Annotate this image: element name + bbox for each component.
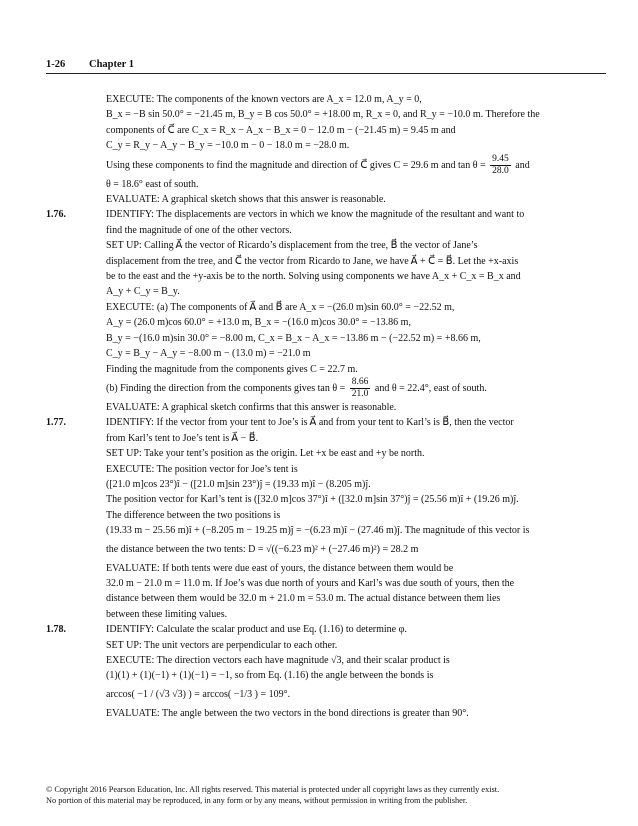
text-line: from Karl’s tent to Joe’s tent is A⃗ − B⃗.: [106, 432, 259, 444]
text-line: distance between them would be 32.0 m + 21.0 m = 53.0 m. The actual distance between them lies: [106, 593, 501, 605]
text-line: the distance between the two tents: D = √((−6.23 m)² + (−27.46 m)²) = 28.2 m: [106, 543, 419, 555]
chapter-title: Chapter 1: [89, 59, 135, 70]
text-line: EVALUATE: If both tents were due east of yours, the distance between them would be: [106, 562, 454, 574]
text-line: EVALUATE: A graphical sketch confirms that this answer is reasonable.: [106, 401, 397, 413]
copyright-footer: [46, 784, 606, 806]
fraction-denominator: 21.0: [351, 388, 369, 399]
text-line: C_y = B_y − A_y = −8.00 m − (13.0 m) = −21.0 m: [106, 348, 311, 360]
problem-number: 1.76.: [46, 209, 66, 221]
text-line: EXECUTE: The components of the known vectors are A_x = 12.0 m, A_y = 0,: [106, 94, 422, 105]
text-line: arccos( −1 / (√3 √3) ) = arccos( −1/3 ) = 109°.: [106, 688, 291, 700]
footer-line: No portion of this material may be reproduced, in any form or by any means, without permission in writing from the publisher.: [46, 796, 468, 805]
text-line: displacement from the tree, and C⃗ the vector from Ricardo to Jane, we have A⃗ + C⃗ = B⃗. Let the +x-axis: [106, 255, 519, 267]
text-line: ([21.0 m]cos 23°)î − ([21.0 m]sin 23°)ĵ = (19.33 m)î − (8.205 m)ĵ.: [106, 478, 371, 490]
text-line: 32.0 m − 21.0 m = 11.0 m. If Joe’s was due north of yours and Karl’s was due south of yours, then the: [106, 577, 515, 589]
page-number: 1-26: [46, 59, 66, 70]
page-content: [46, 92, 614, 721]
text-fragment: and: [515, 159, 530, 171]
problem-number: 1.78.: [46, 624, 66, 636]
fraction-numerator: 9.45: [492, 153, 509, 164]
solution-1-75-continued: [46, 92, 614, 207]
text-line: between these limiting values.: [106, 608, 228, 620]
text-line: The difference between the two positions is: [106, 509, 281, 521]
text-fragment: and θ = 22.4°, east of south.: [374, 382, 487, 394]
text-line: θ = 18.6° east of south.: [106, 178, 199, 190]
text-line: B_x = −B sin 50.0° = −21.45 m, B_y = B cos 50.0° = +18.00 m, R_x = 0, and R_y = −10.0 m. Therefore the: [106, 109, 540, 121]
text-line: EXECUTE: The direction vectors each have magnitude √3, and their scalar product is: [106, 655, 450, 666]
text-line: be to the east and the +y-axis be to the north. Solving using components we have A_x + C_x = B_x and: [106, 271, 521, 283]
text-line: A_y = (26.0 m)cos 60.0° = +13.0 m, B_x = −(16.0 m)cos 30.0° = −13.86 m,: [106, 317, 411, 329]
text-line: EVALUATE: The angle between the two vectors in the bond directions is greater than 90°.: [106, 707, 469, 719]
text-line: SET UP: The unit vectors are perpendicular to each other.: [106, 639, 338, 651]
text-fragment: (b) Finding the direction from the components gives tan θ =: [106, 382, 346, 394]
text-line: EXECUTE: The position vector for Joe’s tent is: [106, 463, 298, 475]
text-line-with-fraction: [106, 377, 614, 400]
text-line: (1)(1) + (1)(−1) + (1)(−1) = −1, so from Eq. (1.16) the angle between the bonds is: [106, 670, 434, 682]
text-line: SET UP: Take your tent’s position as the origin. Let +x be east and +y be north.: [106, 448, 425, 460]
footer-line: © Copyright 2016 Pearson Education, Inc. All rights reserved. This material is protected under all copyright laws as they currently exist.: [46, 785, 500, 794]
text-line: Finding the magnitude from the components gives C = 22.7 m.: [106, 363, 358, 375]
solution-1-77: [46, 415, 614, 622]
page-header: [46, 59, 606, 74]
text-line: IDENTIFY: Calculate the scalar product and use Eq. (1.16) to determine φ.: [106, 624, 407, 636]
text-line-with-fraction: [106, 154, 614, 177]
fraction: [350, 377, 371, 400]
fraction: [490, 154, 511, 177]
text-fragment: Using these components to find the magnitude and direction of C⃗ gives C = 29.6 m and tan θ =: [106, 159, 486, 171]
text-line: A_y + C_y = B_y.: [106, 286, 180, 298]
text-line: IDENTIFY: If the vector from your tent to Joe’s is A⃗ and from your tent to Karl’s is B⃗, then the vector: [106, 417, 514, 429]
text-line: components of C⃗ are C_x = R_x − A_x − B_x = 0 − 12.0 m − (−21.45 m) = 9.45 m and: [106, 124, 456, 136]
problem-number: 1.77.: [46, 417, 66, 429]
text-line: C_y = R_y − A_y − B_y = −10.0 m − 0 − 18.0 m = −28.0 m.: [106, 140, 350, 152]
solution-1-78: [46, 622, 614, 721]
text-line: EVALUATE: A graphical sketch shows that this answer is reasonable.: [106, 194, 386, 206]
text-line: (19.33 m − 25.56 m)î + (−8.205 m − 19.25 m)ĵ = −(6.23 m)î − (27.46 m)ĵ. The magnitude of this vector is: [106, 525, 530, 537]
text-line: find the magnitude of one of the other vectors.: [106, 224, 292, 236]
text-line: IDENTIFY: The displacements are vectors in which we know the magnitude of the resultant and want to: [106, 209, 525, 221]
fraction-numerator: 8.66: [351, 376, 369, 387]
text-line: EXECUTE: (a) The components of A⃗ and B⃗ are A_x = −(26.0 m)sin 60.0° = −22.52 m,: [106, 301, 455, 313]
fraction-denominator: 28.0: [492, 165, 509, 176]
solution-1-76: [46, 207, 614, 415]
text-line: The position vector for Karl’s tent is ([32.0 m]cos 37°)î + ([32.0 m]sin 37°)ĵ = (25.56 m)î + (19.26 m)ĵ.: [106, 494, 519, 506]
text-line: B_y = −(16.0 m)sin 30.0° = −8.00 m, C_x = B_x − A_x = −13.86 m − (−22.52 m) = +8.66 m,: [106, 332, 481, 344]
text-line: SET UP: Calling A⃗ the vector of Ricardo’s displacement from the tree, B⃗ the vector of Jane’s: [106, 240, 478, 252]
